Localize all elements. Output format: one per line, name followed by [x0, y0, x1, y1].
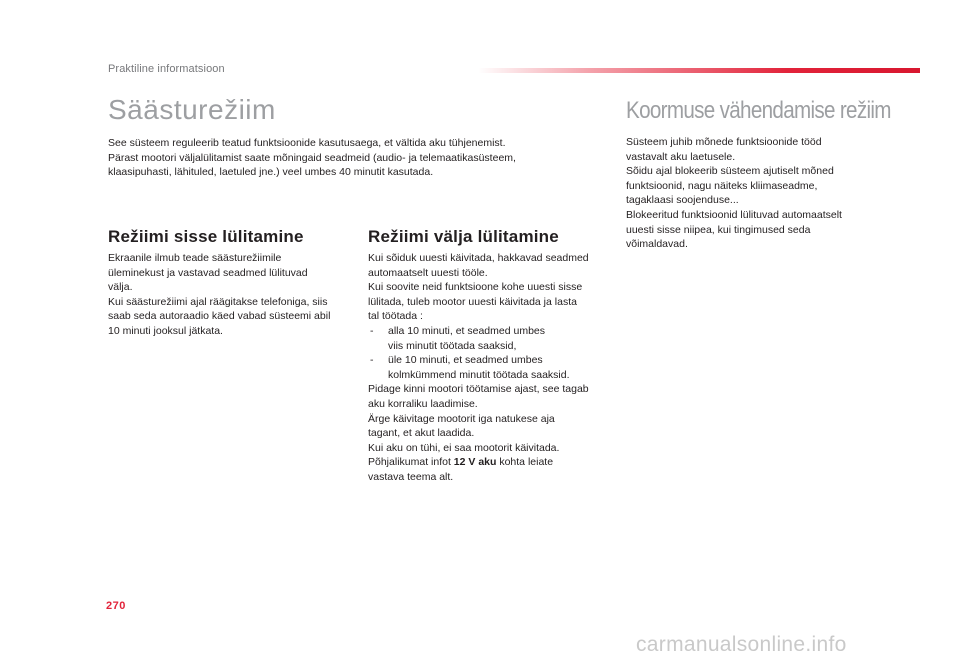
dash-item-text	[388, 353, 618, 382]
text-line: üleminekust ja vastavad seadmed lülituvad	[108, 266, 308, 279]
intro-line: klaasipuhasti, lähituled, laetuled jne.) veel umbes 40 minutit kasutada.	[108, 166, 434, 179]
battery-reference-link-text: 12 V aku	[453, 456, 497, 469]
text-line: Pidage kinni mootori töötamise ajast, see tagab	[368, 383, 589, 396]
dash-list-item	[368, 353, 618, 382]
text-line: tagaklaasi soojenduse...	[626, 194, 739, 207]
text-line: võimaldavad.	[626, 238, 688, 251]
text-line: Ekraanile ilmub teade säästurežiimile	[108, 252, 282, 264]
text-line: Kui aku on tühi, ei saa mootorit käivitada.	[368, 441, 560, 454]
text-line: vastavalt aku laetusele.	[626, 150, 736, 163]
switch-off-text	[368, 251, 618, 485]
switch-on-title: Režiimi sisse lülitamine	[108, 227, 304, 246]
economy-mode-title: Säästurežiim	[108, 94, 276, 125]
text-line: vastava teema alt.	[368, 470, 454, 483]
dash-line: viis minutit töötada saaksid,	[388, 339, 517, 352]
page-header-label: Praktiline informatsioon	[108, 63, 225, 75]
dash-item-text	[388, 324, 618, 353]
switch-on-text	[108, 251, 358, 339]
dash-marker: -	[370, 324, 374, 337]
text-line: Blokeeritud funktsioonid lülituvad automaatselt	[626, 208, 842, 221]
site-watermark: carmanualsonline.info	[636, 633, 847, 656]
text-line: Ärge käivitage mootorit iga natukese aja	[368, 412, 555, 425]
text-line: Süsteem juhib mõnede funktsioonide tööd	[626, 136, 822, 148]
text-line: funktsioonid, nagu näiteks kliimaseadme,	[626, 179, 818, 192]
battery-reference-line	[368, 455, 618, 470]
switch-off-title: Režiimi välja lülitamine	[368, 227, 559, 246]
load-reduction-title: Koormuse vähendamise režiim	[626, 97, 891, 124]
dash-line: alla 10 minuti, et seadmed umbes	[388, 324, 546, 337]
text-line: aku korraliku laadimise.	[368, 397, 478, 410]
load-reduction-text	[626, 135, 886, 252]
text-line: tal töötada :	[368, 310, 423, 323]
dash-line: üle 10 minuti, et seadmed umbes	[388, 354, 543, 367]
text-line: automaatselt uuesti tööle.	[368, 266, 488, 279]
intro-line: Pärast mootori väljalülitamist saate mõningaid seadmeid (audio- ja telemaatikasüsteem,	[108, 151, 516, 164]
text-line: 10 minuti jooksul jätkata.	[108, 324, 223, 337]
text-line: tagant, et akut laadida.	[368, 427, 475, 440]
dash-list-item	[368, 324, 618, 353]
text-line: Kui sõiduk uuesti käivitada, hakkavad seadmed	[368, 252, 589, 264]
intro-line: See süsteem reguleerib teatud funktsioonide kasutusaega, et vältida aku tühjenemist.	[108, 137, 506, 149]
dash-marker: -	[370, 354, 374, 367]
text-line: lülitada, tuleb mootor uuesti käivitada ja lasta	[368, 295, 577, 308]
text-line: Kui säästurežiimi ajal räägitakse telefoniga, siis	[108, 295, 328, 308]
economy-mode-intro	[108, 136, 578, 180]
header-accent-rule	[478, 68, 920, 73]
ref-prefix: Põhjalikumat infot	[368, 456, 454, 469]
dash-line: kolmkümmend minutit töötada saaksid.	[388, 368, 570, 381]
text-line: saab seda autoraadio käed vabad süsteemi abil	[108, 310, 331, 323]
text-line: Sõidu ajal blokeerib süsteem ajutiselt mõned	[626, 165, 834, 178]
text-line: uuesti sisse niipea, kui tingimused seda	[626, 223, 811, 236]
text-line: välja.	[108, 281, 133, 294]
text-line: Kui soovite neid funktsioone kohe uuesti sisse	[368, 281, 583, 294]
ref-suffix: kohta leiate	[496, 456, 554, 469]
page-number: 270	[106, 600, 126, 612]
